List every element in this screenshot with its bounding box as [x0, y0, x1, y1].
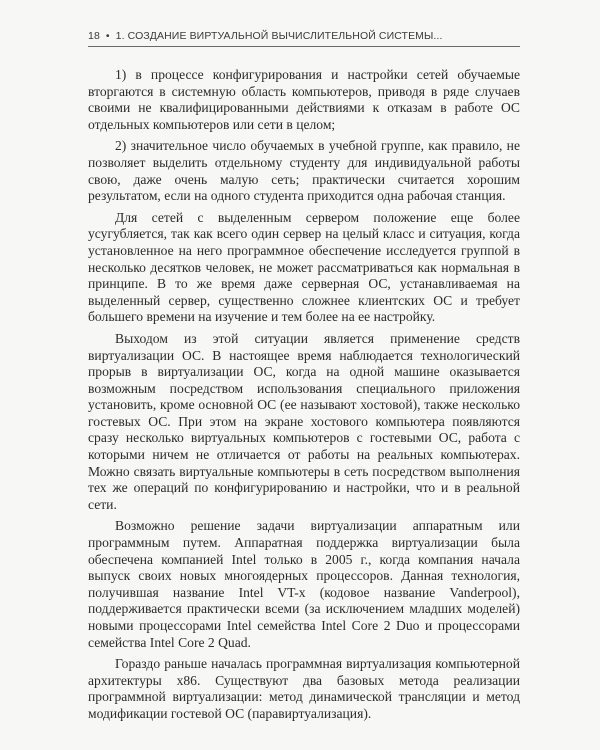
paragraph-5: Возможно решение задачи виртуализации аппаратным или программным путем. Аппаратная поддержка виртуализации была обеспечена компанией Intel только в 2005 г., когда компания начала выпуск своих новых многоядерных процессоров. Данная технология, получившая название Intel VT-x (кодовое название Vanderpool), поддерживается практически всеми (за исключением младших моделей) новыми процессорами Intel семейства Intel Core 2 Duo и процессорами семейства Intel Core 2 Quad.	[88, 518, 520, 650]
page-number: 18	[88, 30, 100, 42]
paragraph-2: 2) значительное число обучаемых в учебной группе, как правило, не позволяет выделить отдельному студенту для индивидуальной работы свою, даже очень малую сеть; практически считается хорошим результатом, если на одного студента приходится одна рабочая станция.	[88, 138, 520, 204]
running-header	[88, 30, 520, 47]
paragraph-3: Для сетей с выделенным сервером положение еще более усугубляется, так как всего один сервер на целый класс и ситуация, когда установленное на него программное обеспечение исследуется группой в несколько десятков человек, не может рассматриваться как нормальная в принципе. В то же время даже серверная ОС, устанавливаемая на выделенный сервер, существенно сложнее клиентских ОС и требует большего времени на изучение и тем более на ее настройку.	[88, 209, 520, 325]
chapter-title: 1. СОЗДАНИЕ ВИРТУАЛЬНОЙ ВЫЧИСЛИТЕЛЬНОЙ СИСТЕМЫ...	[115, 30, 443, 42]
header-separator: •	[105, 30, 110, 42]
paragraph-6: Гораздо раньше началась программная виртуализация компьютерной архитектуры x86. Существуют два базовых метода реализации программной виртуализации: метод динамической трансляции и метод модификации гостевой ОС (паравиртуализация).	[88, 656, 520, 721]
paragraph-4: Выходом из этой ситуации является применение средств виртуализации ОС. В настоящее время наблюдается технологический прорыв в виртуализации ОС, когда на одной машине оказывается возможным посредством использования специального приложения установить, кроме основной ОС (ее называют хостовой), также несколько гостевых ОС. При этом на экране хостового компьютера появляются сразу несколько виртуальных компьютеров с гостевыми ОС, работа с которыми ничем не отличается от работы на реальных компьютерах. Можно связать виртуальные компьютеры в сеть посредством выполнения тех же операций по конфигурированию и настройки, что и в реальной сети.	[88, 330, 520, 512]
book-page	[88, 30, 520, 730]
body-text	[88, 67, 520, 723]
paragraph-1: 1) в процессе конфигурирования и настройки сетей обучаемые вторгаются в системную область компьютеров, приводя в ряде случаев своими не квалифицированными действиями к отказам в работе ОС отдельных компьютеров или сети в целом;	[88, 67, 520, 132]
